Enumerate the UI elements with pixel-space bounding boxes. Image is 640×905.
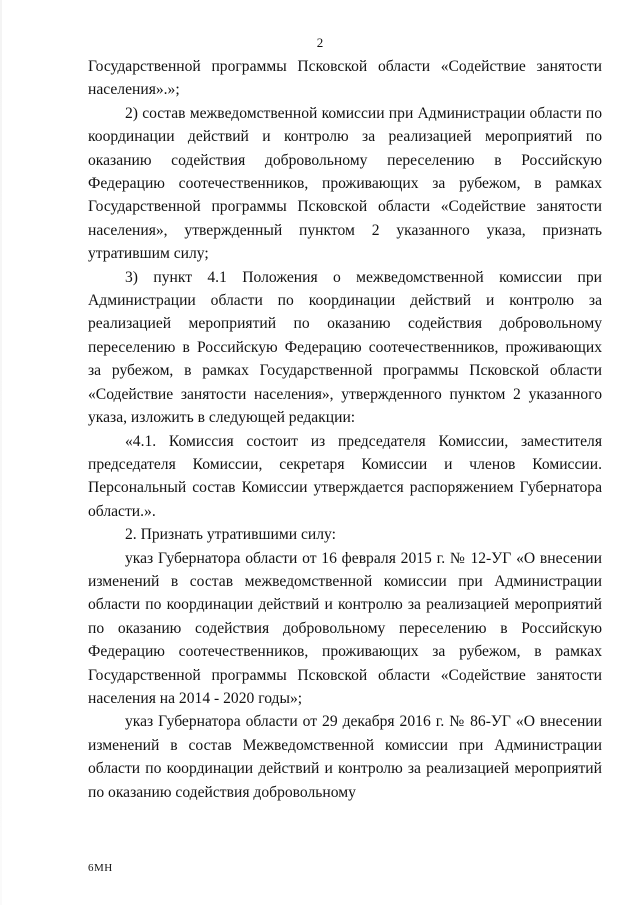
paragraph-decree-12-ug: указ Губернатора области от 16 февраля 2015 г. № 12-УГ «О внесении изменений в состав межведомственной комиссии при Администрации области по координации действий и контролю за реализацией мероприятий по оказанию содействия добровольному переселению в Российскую Федерацию соотечественников, проживающих за рубежом, в рамках Государственной программы Псковской области «Содействие занятости населения на 2014 - 2020 годы»;: [88, 549, 602, 707]
scan-margin-edge: [0, 0, 2, 905]
document-body: [88, 55, 602, 804]
paragraph-item-3: 3) пункт 4.1 Положения о межведомственной комиссии при Администрации области по координации действий и контролю за реализацией мероприятий по оказанию содействия добровольному переселению в Российскую Федерацию соотечественников, проживающих за рубежом, в рамках Государственной программы Псковской области «Содействие занятости населения», утвержденного пунктом 2 указанного указа, изложить в следующей редакции:: [88, 268, 602, 427]
paragraph-decree-86-ug: указ Губернатора области от 29 декабря 2016 г. № 86-УГ «О внесении изменений в состав Межведомственной комиссии при Администрации области по координации действий и контролю за реализацией мероприятий по оказанию содействия добровольному: [88, 713, 602, 801]
paragraph-quote-4-1: «4.1. Комиссия состоит из председателя Комиссии, заместителя председателя Комиссии, секретаря Комиссии и членов Комиссии. Персональный состав Комиссии утверждается распоряжением Губернатора области.».: [88, 432, 602, 520]
paragraph-continuation: Государственной программы Псковской области «Содействие занятости населения».»;: [88, 58, 602, 99]
paragraph-item-2: 2) состав межведомственной комиссии при Администрации области по координации действий и контролю за реализацией мероприятий по оказанию содействия добровольному переселению в Российскую Федерацию соотечественников, проживающих за рубежом, в рамках Государственной программы Псковской области «Содействие занятости населения», утвержденный пунктом 2 указанного указа, признать утратившим силу;: [88, 104, 602, 263]
footer-code: 6МН: [88, 862, 113, 874]
paragraph-section-2: 2. Признать утратившими силу:: [125, 526, 336, 544]
page-number: 2: [316, 35, 324, 50]
